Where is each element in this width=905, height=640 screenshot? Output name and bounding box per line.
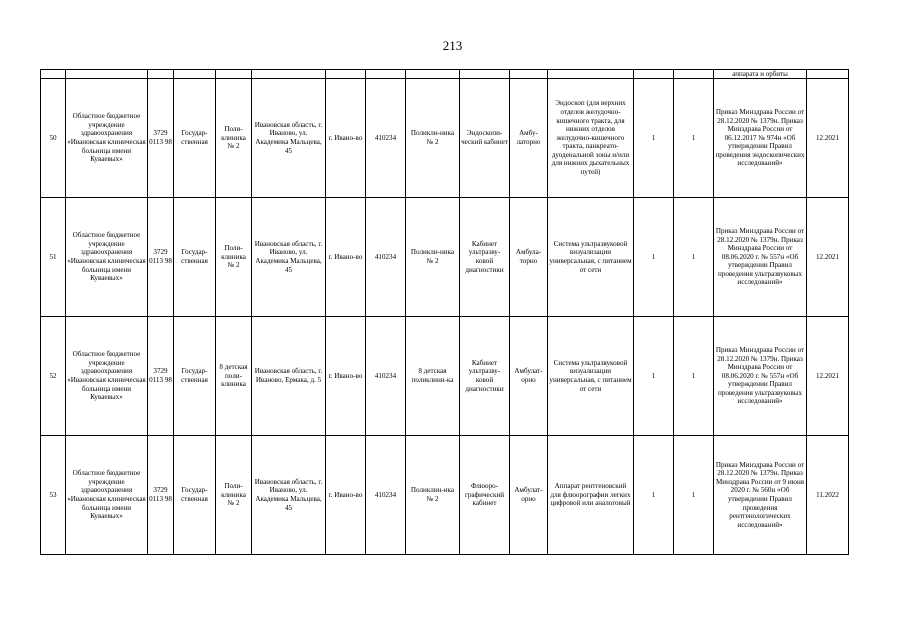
cell-date: 12.2021: [807, 317, 849, 436]
cell-organization: Областное бюджетное учреждение здравоохранения «Ивановская клиническая больница имени Куваевых»: [66, 436, 148, 555]
cell-address: Ивановская область, г. Иваново, ул. Академика Мальцева, 45: [252, 198, 326, 317]
cell-division: 8 детская поликлини-ка: [406, 317, 460, 436]
cell-order: Приказ Минздрава России от 28.12.2020 № 1379н. Приказ Минздрава России от 08.06.2020 г. № 557н «Об утверждении Правил проведения ультразвуковых исследований»: [714, 198, 807, 317]
equipment-table: [40, 69, 849, 555]
cell-room: Флюоро-графический кабинет: [460, 436, 510, 555]
table-row: [41, 317, 849, 436]
table-row: [41, 436, 849, 555]
cell-postcode: 410234: [366, 79, 406, 198]
cell-unit: Поли-клиника № 2: [216, 79, 252, 198]
cell-care: Амбулат-орно: [510, 317, 548, 436]
cell-qty: 1: [674, 317, 714, 436]
cell-equipment: Система ультразвуковой визуализации универсальная, с питанием от сети: [548, 317, 634, 436]
cell-qty: 1: [634, 198, 674, 317]
cell-division: Поликли-ника № 2: [406, 198, 460, 317]
cell-postcode: 410234: [366, 436, 406, 555]
cell-order: Приказ Минздрава России от 28.12.2020 № 1379н. Приказ Минздрава России от 06.12.2017 № 974н «Об утверждении Правил проведения эндоскопических исследований»: [714, 79, 807, 198]
cell-room: Кабинет ультразву-ковой диагностики: [460, 317, 510, 436]
cell-num: 51: [41, 198, 66, 317]
cell-city: г. Ивано-во: [326, 198, 366, 317]
page-number: 213: [442, 38, 463, 53]
cell-order: Приказ Минздрава России от 28.12.2020 № 1379н. Приказ Минздрава России от 08.06.2020 г. № 557н «Об утверждении Правил проведения ультразвуковых исследований»: [714, 317, 807, 436]
cell-ownership: Государ-ственная: [174, 317, 216, 436]
cell-city: г. Ивано-во: [326, 436, 366, 555]
cell-code: 3729 0113 98: [148, 317, 174, 436]
cell-organization: Областное бюджетное учреждение здравоохранения «Ивановская клиническая больница имени Куваевых»: [66, 79, 148, 198]
cell-date: 11.2022: [807, 436, 849, 555]
cell-room: Эндоскопи-ческий кабинет: [460, 79, 510, 198]
cell-organization: Областное бюджетное учреждение здравоохранения «Ивановская клиническая больница имени Куваевых»: [66, 198, 148, 317]
cell-order: Приказ Минздрава России от 28.12.2020 № 1379н. Приказ Минздрава России от 9 июня 2020 г. № 560н «Об утверждении Правил проведения рентгенологических исследований»: [714, 436, 807, 555]
cell-address: Ивановская область, г. Иваново, ул. Академика Мальцева, 45: [252, 436, 326, 555]
cell-city: г. Ивано-во: [326, 79, 366, 198]
cell-organization: Областное бюджетное учреждение здравоохранения «Ивановская клиническая больница имени Куваевых»: [66, 317, 148, 436]
cell-equipment: Аппарат рентгеновский для флюорографии легких цифровой или аналоговый: [548, 436, 634, 555]
cell-qty: 1: [674, 79, 714, 198]
cell-care: Амбулат-орно: [510, 436, 548, 555]
cell-qty: 1: [634, 79, 674, 198]
table-row: [41, 198, 849, 317]
cell-order: аппарата и орбиты: [714, 70, 807, 79]
cell-qty: 1: [674, 198, 714, 317]
cell-unit: Поли-клиника № 2: [216, 436, 252, 555]
cell-ownership: Государ-ственная: [174, 198, 216, 317]
cell-num: 50: [41, 79, 66, 198]
cell-unit: 8 детская поли-клиника: [216, 317, 252, 436]
cell-code: 3729 0113 98: [148, 79, 174, 198]
continuation-row: [41, 70, 849, 79]
cell-equipment: Система ультразвуковой визуализации универсальная, с питанием от сети: [548, 198, 634, 317]
cell-division: Поликлин-ика № 2: [406, 436, 460, 555]
cell-unit: Поли-клиника № 2: [216, 198, 252, 317]
cell-care: Амбула-торно: [510, 198, 548, 317]
cell-qty: 1: [674, 436, 714, 555]
cell-ownership: Государ-ственная: [174, 436, 216, 555]
cell-address: Ивановская область, г. Иваново, Ермака, д. 5: [252, 317, 326, 436]
cell-address: Ивановская область, г. Иваново, ул. Академика Мальцева, 45: [252, 79, 326, 198]
cell-postcode: 410234: [366, 198, 406, 317]
cell-postcode: 410234: [366, 317, 406, 436]
cell-date: 12.2021: [807, 79, 849, 198]
cell-equipment: Эндоскоп (для верхних отделов желудочно-кишечного тракта, для нижних отделов желудочно-кишечного тракта, панкреато-дуоденальной зоны и/или для нижних дыхательных путей): [548, 79, 634, 198]
table-row: [41, 79, 849, 198]
cell-qty: 1: [634, 436, 674, 555]
cell-code: 3729 0113 98: [148, 436, 174, 555]
cell-care: Амбу-латорно: [510, 79, 548, 198]
cell-code: 3729 0113 98: [148, 198, 174, 317]
cell-num: 52: [41, 317, 66, 436]
cell-city: г. Ивано-во: [326, 317, 366, 436]
cell-date: 12.2021: [807, 198, 849, 317]
cell-room: Кабинет ультразву-ковой диагностики: [460, 198, 510, 317]
cell-ownership: Государ-ственная: [174, 79, 216, 198]
cell-num: 53: [41, 436, 66, 555]
cell-qty: 1: [634, 317, 674, 436]
cell-division: Поликли-ника № 2: [406, 79, 460, 198]
